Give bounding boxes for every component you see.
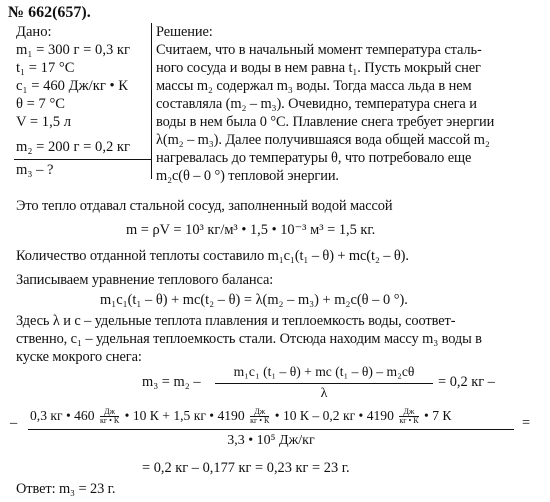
formula3-result: = 0,2 кг – 0,177 кг = 0,23 кг = 23 г. xyxy=(142,460,350,476)
formula2-fraction-bar xyxy=(28,429,514,430)
unit-fraction-2 xyxy=(250,408,269,426)
formula2-num-part-b: • 10 К + 1,5 кг • 4190 xyxy=(124,408,245,424)
given-row-m2: m₂ = 200 г = 0,2 кг xyxy=(16,139,130,155)
solution-line-7: нагревалась до температуры θ, что потребовало еще xyxy=(156,150,472,166)
problem-number: № 662(657). xyxy=(8,4,91,21)
formula2-denominator: 3,3 • 10⁵ Дж/кг xyxy=(227,433,315,448)
formula1-fraction-bar xyxy=(215,383,433,384)
solution-line-5: воды в нем была 0 °С. Плавление снега требует энергии xyxy=(156,114,495,130)
given-find: m₃ – ? xyxy=(16,162,54,178)
paragraph-line-3: куске мокрого снега: xyxy=(16,349,142,365)
solution-line-4: составляла (m₂ – m₃). Очевидно, температура снега и xyxy=(156,96,477,112)
unit-bottom-1: кг • К xyxy=(99,416,120,426)
given-row-volume: V = 1,5 л xyxy=(16,114,71,130)
unit-fraction-1 xyxy=(100,408,119,426)
solution-line-6: λ(m₂ – m₃). Далее получившаяся вода общей массой m₂ xyxy=(156,132,490,148)
unit-bottom-2: кг • К xyxy=(250,416,270,426)
paragraph-line-1: Здесь λ и с – удельные теплота плавления и теплоемкость воды, соответ- xyxy=(16,313,456,329)
solution-line-8: m₂c(θ – 0 °) тепловой энергии. xyxy=(156,168,339,184)
unit-fraction-3 xyxy=(399,408,418,426)
formula2-numerator xyxy=(30,408,451,426)
formula1-right: = 0,2 кг – xyxy=(438,374,495,390)
equation-balance: m₁c₁(t₁ – θ) + mc(t₂ – θ) = λ(m₂ – m₃) + m₂c(θ – 0 °). xyxy=(100,292,408,308)
unit-top-3: Дж xyxy=(399,408,418,417)
formula1-numerator: m₁c₁ (t₁ – θ) + mc (t₁ – θ) – m₂cθ xyxy=(233,364,415,379)
paragraph-line-2: ственно, c₁ – удельная теплоемкость стали. Отсюда находим массу m₃ воды в xyxy=(16,331,482,347)
given-underline xyxy=(14,159,151,160)
text-steel-vessel: Это тепло отдавал стальной сосуд, заполненный водой массой xyxy=(16,198,393,214)
given-row-theta: θ = 7 °С xyxy=(16,96,66,112)
formula2-num-part-a: 0,3 кг • 460 xyxy=(30,408,95,424)
solution-line-1: Считаем, что в начальный момент температура сталь- xyxy=(156,42,482,58)
given-row-c1: c₁ = 460 Дж/кг • К xyxy=(16,78,128,94)
formula2-num-part-d: • 7 К xyxy=(424,408,452,424)
solution-heading: Решение: xyxy=(156,24,213,40)
unit-top-1: Дж xyxy=(100,408,119,417)
given-heading: Дано: xyxy=(16,24,52,40)
text-heat-given: Количество отданной теплоты составило m₁c₁(t₁ – θ) + mc(t₂ – θ). xyxy=(16,248,409,264)
formula1-denominator: λ xyxy=(320,386,328,401)
given-divider xyxy=(151,23,152,179)
solution-line-2: ного сосуда и воды в нем равна t₁. Пусть мокрый снег xyxy=(156,60,481,76)
text-balance: Записываем уравнение теплового баланса: xyxy=(16,272,274,288)
formula2-minus: – xyxy=(10,415,18,431)
solution-line-3: массы m₂ содержал m₃ воды. Тогда масса льда в нем xyxy=(156,78,472,94)
formula1-left: m₃ = m₂ – xyxy=(142,374,201,390)
formula2-equals: = xyxy=(522,415,531,431)
answer: Ответ: m₃ = 23 г. xyxy=(16,481,116,497)
unit-top-2: Дж xyxy=(250,408,269,417)
given-row-t1: t₁ = 17 °С xyxy=(16,60,75,76)
equation-mass: m = ρV = 10³ кг/м³ • 1,5 • 10⁻³ м³ = 1,5 кг. xyxy=(126,222,376,238)
unit-bottom-3: кг • К xyxy=(399,416,419,426)
formula2-num-part-c: • 10 К – 0,2 кг • 4190 xyxy=(274,408,394,424)
given-row-m1: m₁ = 300 г = 0,3 кг xyxy=(16,42,130,58)
